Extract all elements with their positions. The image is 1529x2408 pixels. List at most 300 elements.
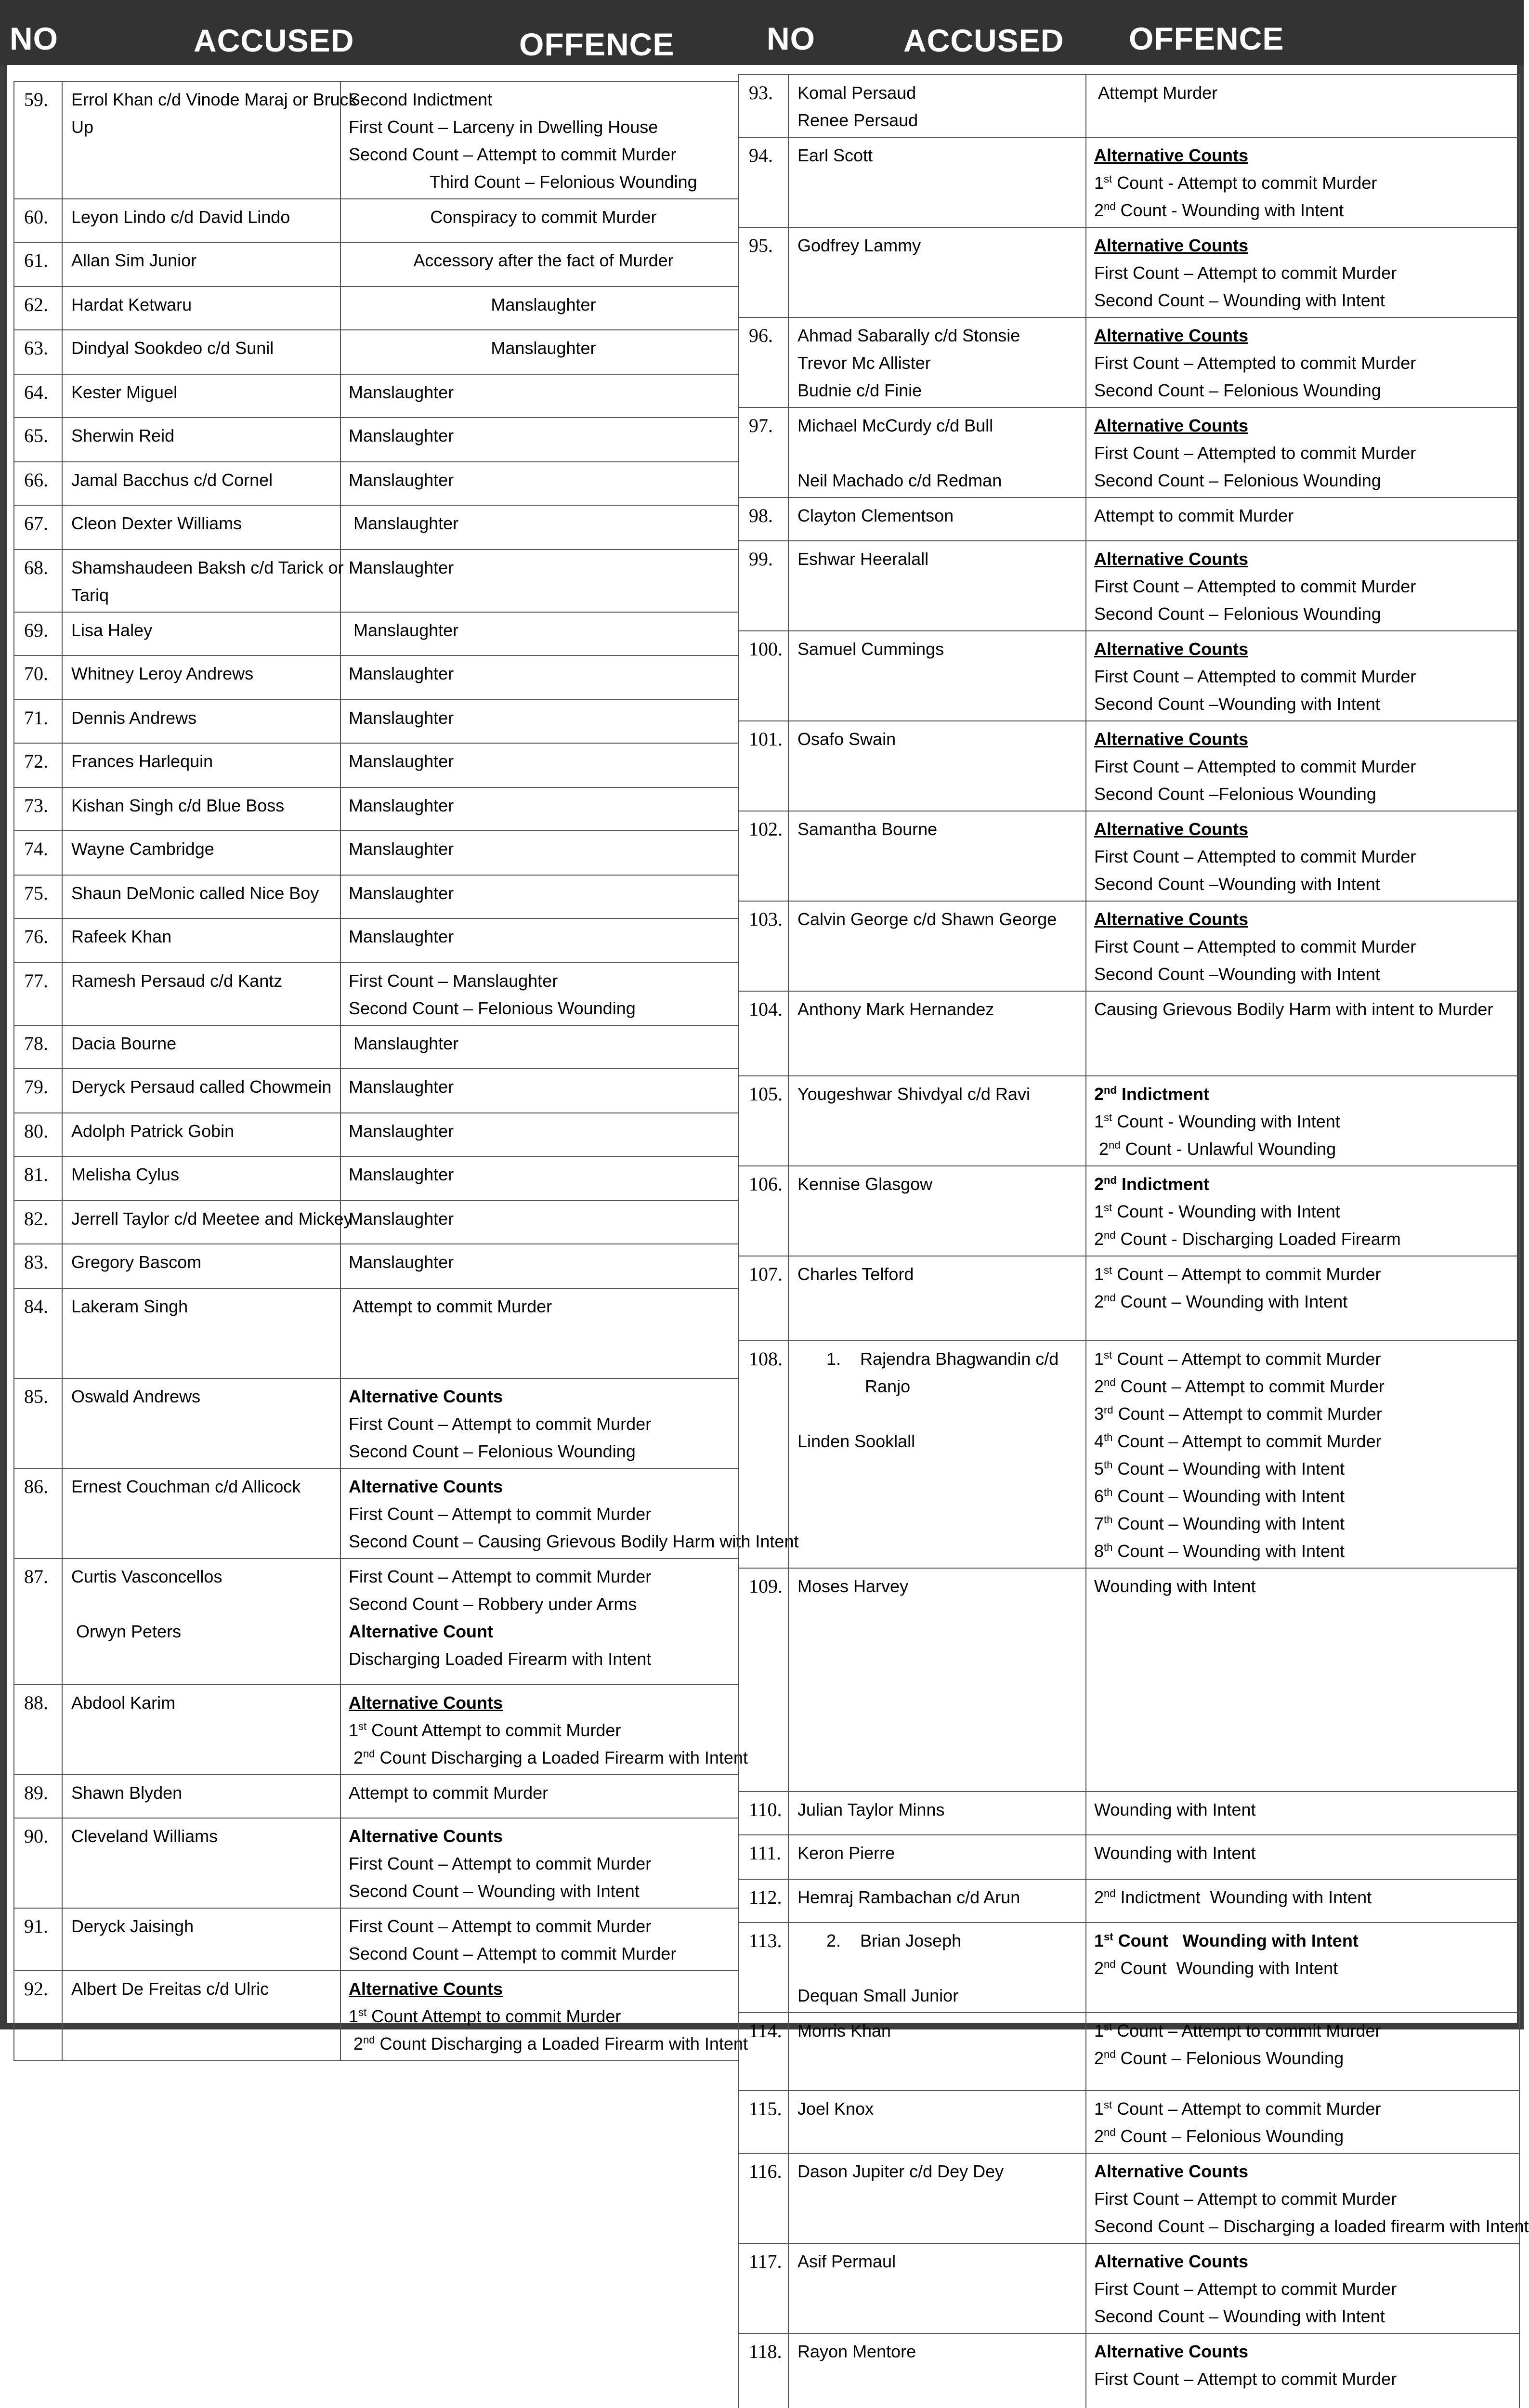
offence-line: Alternative Counts <box>349 1387 503 1406</box>
offence-line: Wounding with Intent <box>1094 1800 1256 1819</box>
accused-name: Linden Sooklall <box>797 1431 915 1451</box>
offence-line: 4th Count – Attempt to commit Murder <box>1094 1431 1382 1451</box>
offence-cell <box>340 462 739 505</box>
table-row <box>739 631 1519 721</box>
case-number: 64. <box>14 374 62 418</box>
accused-name: Whitney Leroy Andrews <box>71 664 254 683</box>
offence-line: Second Count – Attempt to commit Murder <box>349 1944 677 1963</box>
offence-cell <box>340 1288 739 1378</box>
case-number: 108. <box>739 1341 788 1568</box>
accused-name: Shaun DeMonic called Nice Boy <box>71 883 319 903</box>
case-number: 115. <box>739 2091 788 2153</box>
case-number: 110. <box>739 1792 788 1835</box>
offence-line: Alternative Counts <box>1094 2251 1249 2271</box>
offence-line: Second Count – Causing Grievous Bodily Harm with Intent <box>349 1531 799 1551</box>
offence-cell <box>340 505 739 550</box>
offence-line: Accessory after the fact of Murder <box>413 250 674 270</box>
offence-line: Second Count – Discharging a loaded firearm with Intent <box>1094 2216 1529 2236</box>
table-row <box>14 743 739 787</box>
right-accused-header: ACCUSED <box>903 23 1064 58</box>
table-row <box>739 137 1519 227</box>
offence-cell <box>340 1025 739 1069</box>
case-number: 75. <box>14 875 62 918</box>
offence-cell <box>340 242 739 287</box>
offence-line: Alternative Counts <box>1094 416 1249 435</box>
offence-line: 2nd Indictment <box>1094 1084 1209 1104</box>
offence-line: Second Count – Attempt to commit Murder <box>349 144 677 164</box>
table-row <box>14 612 739 655</box>
offence-line: Alternative Counts <box>349 1477 503 1496</box>
offence-line: 1st Count – Attempt to commit Murder <box>1094 2099 1381 2119</box>
accused-cell <box>788 1835 1086 1879</box>
offence-line: Manslaughter <box>349 1077 454 1097</box>
offence-line: Alternative Counts <box>349 1826 503 1846</box>
table-row <box>739 721 1519 811</box>
offence-cell <box>340 1908 739 1971</box>
table-row <box>14 1156 739 1201</box>
table-row <box>739 75 1519 137</box>
accused-cell <box>788 407 1086 497</box>
offence-line: 1st Count Wounding with Intent <box>1094 1931 1359 1950</box>
offence-line: Alternative Counts <box>1094 145 1249 165</box>
accused-cell <box>62 1775 340 1818</box>
accused-name <box>71 1590 340 1618</box>
table-row <box>14 330 739 374</box>
accused-name: Jerrell Taylor c/d Meetee and Mickey <box>71 1209 353 1229</box>
case-number: 85. <box>14 1378 62 1468</box>
case-number: 89. <box>14 1775 62 1818</box>
accused-cell <box>62 1156 340 1201</box>
offence-cell <box>1086 137 1519 227</box>
accused-name: Jamal Bacchus c/d Cornel <box>71 470 273 490</box>
table-row <box>14 655 739 700</box>
offence-cell <box>1086 991 1519 1076</box>
accused-cell <box>788 2091 1086 2153</box>
table-row <box>14 1468 739 1558</box>
case-number: 73. <box>14 787 62 831</box>
accused-cell <box>788 541 1086 631</box>
offence-line: 1st Count - Wounding with Intent <box>1094 1112 1340 1131</box>
accused-name: 2. Brian Joseph <box>797 1931 962 1950</box>
offence-cell <box>1086 1341 1519 1568</box>
accused-name: Shawn Blyden <box>71 1783 183 1803</box>
accused-name: Michael McCurdy c/d Bull <box>797 416 993 435</box>
table-row <box>739 1792 1519 1835</box>
case-number: 94. <box>739 137 788 227</box>
accused-name: Deryck Jaisingh <box>71 1916 194 1936</box>
accused-name: Ernest Couchman c/d Allicock <box>71 1477 301 1496</box>
offence-line: First Count – Attempt to commit Murder <box>1094 263 1397 283</box>
case-number: 91. <box>14 1908 62 1971</box>
offence-cell <box>340 1156 739 1201</box>
table-row <box>14 374 739 418</box>
table-row <box>14 81 739 199</box>
offence-line: Second Count – Felonious Wounding <box>1094 471 1381 490</box>
offence-line: 2nd Count Wounding with Intent <box>1094 1958 1338 1978</box>
offence-cell <box>340 655 739 700</box>
accused-name <box>797 1400 1085 1427</box>
offence-line: 1st Count – Attempt to commit Murder <box>1094 2021 1381 2041</box>
case-number: 77. <box>14 963 62 1025</box>
accused-cell <box>788 1923 1086 2013</box>
offence-line: 2nd Count – Attempt to commit Murder <box>1094 1376 1385 1396</box>
accused-name: Rafeek Khan <box>71 927 172 946</box>
case-number: 63. <box>14 330 62 374</box>
offence-line: Second Count –Felonious Wounding <box>1094 784 1376 804</box>
offence-line: 1st Count - Attempt to commit Murder <box>1094 173 1377 193</box>
accused-name: Dacia Bourne <box>71 1034 177 1053</box>
table-row <box>14 918 739 963</box>
offence-line: Attempt to commit Murder <box>1094 506 1294 525</box>
accused-cell <box>788 75 1086 137</box>
offence-cell <box>340 1971 748 2061</box>
accused-name: Deryck Persaud called Chowmein <box>71 1077 332 1097</box>
accused-name: Samuel Cummings <box>797 639 944 659</box>
offence-line: Alternative Count <box>349 1622 494 1641</box>
offence-cell <box>1086 407 1519 497</box>
accused-name: Joel Knox <box>797 2099 874 2119</box>
offence-line: Attempt to commit Murder <box>349 1783 549 1803</box>
table-row <box>739 1341 1519 1568</box>
offence-line: Attempt to commit Murder <box>349 1296 552 1316</box>
table-row <box>739 2013 1519 2091</box>
accused-name: Komal Persaud <box>797 83 916 103</box>
offence-line: Manslaughter <box>349 1121 454 1141</box>
offence-line: Alternative Counts <box>1094 2161 1249 2181</box>
accused-name: Osafo Swain <box>797 729 896 749</box>
offence-line: First Count – Attempt to commit Murder <box>1094 2369 1397 2389</box>
offence-cell <box>340 787 739 831</box>
case-number: 78. <box>14 1025 62 1069</box>
offence-cell <box>1086 1166 1519 1256</box>
offence-line: 2nd Count Discharging a Loaded Firearm with Intent <box>349 2034 748 2054</box>
accused-cell <box>62 963 340 1025</box>
table-row <box>739 2333 1519 2408</box>
offence-line: Manslaughter <box>349 796 454 815</box>
offence-line: Wounding with Intent <box>1094 1576 1256 1596</box>
case-number: 102. <box>739 811 788 901</box>
case-number: 71. <box>14 700 62 743</box>
accused-cell <box>62 612 340 655</box>
offence-line: 2nd Indictment Wounding with Intent <box>1094 1887 1372 1907</box>
accused-name: Dequan Small Junior <box>797 1986 959 2005</box>
offence-cell <box>340 875 739 918</box>
case-number: 80. <box>14 1113 62 1156</box>
offence-cell <box>340 81 739 199</box>
accused-name: Calvin George c/d Shawn George <box>797 909 1057 929</box>
accused-cell <box>62 743 340 787</box>
case-number: 62. <box>14 287 62 330</box>
case-number: 82. <box>14 1201 62 1244</box>
accused-cell <box>62 1025 340 1069</box>
case-number: 118. <box>739 2333 788 2408</box>
accused-name: Sherwin Reid <box>71 426 175 445</box>
accused-cell <box>788 2013 1086 2091</box>
accused-name: Frances Harlequin <box>71 751 213 771</box>
offence-cell <box>1086 2013 1519 2091</box>
case-number: 70. <box>14 655 62 700</box>
offence-line: 7th Count – Wounding with Intent <box>1094 1514 1345 1533</box>
accused-cell <box>788 2153 1086 2243</box>
offence-line: First Count – Attempt to commit Murder <box>1094 2189 1397 2209</box>
case-number: 116. <box>739 2153 788 2243</box>
accused-name: Oswald Andrews <box>71 1387 201 1406</box>
offence-cell <box>340 1775 739 1818</box>
table-row <box>14 1685 739 1775</box>
offence-line: 6th Count – Wounding with Intent <box>1094 1486 1345 1506</box>
case-number: 98. <box>739 497 788 541</box>
offence-line: Second Count –Wounding with Intent <box>1094 874 1380 894</box>
accused-cell <box>62 1558 340 1685</box>
offence-line: Manslaughter <box>491 338 596 358</box>
accused-cell <box>788 991 1086 1076</box>
offence-line: Alternative Counts <box>1094 909 1249 929</box>
accused-cell <box>62 1113 340 1156</box>
accused-name: Moses Harvey <box>797 1576 909 1596</box>
offence-line: Manslaughter <box>491 295 596 314</box>
offence-line: Manslaughter <box>349 558 454 577</box>
accused-name: Ramesh Persaud c/d Kantz <box>71 971 283 991</box>
accused-name: Ahmad Sabarally c/d Stonsie <box>797 326 1020 345</box>
accused-cell <box>788 631 1086 721</box>
table-row <box>14 875 739 918</box>
accused-cell <box>62 374 340 418</box>
offence-line: Second Count – Felonious Wounding <box>349 1441 636 1461</box>
table-row <box>739 1879 1519 1923</box>
table-row <box>739 1256 1519 1341</box>
offence-line: 2nd Count - Unlawful Wounding <box>1094 1139 1336 1159</box>
offence-line: Discharging Loaded Firearm with Intent <box>349 1649 652 1669</box>
case-number: 61. <box>14 242 62 287</box>
offence-line: Manslaughter <box>349 1165 454 1184</box>
case-number: 113. <box>739 1923 788 2013</box>
accused-cell <box>788 811 1086 901</box>
table-row <box>14 505 739 550</box>
accused-name: Up <box>71 117 94 137</box>
accused-cell <box>62 1288 340 1378</box>
offence-cell <box>340 330 739 374</box>
offence-line: 1st Count Attempt to commit Murder <box>349 1720 621 1740</box>
case-number: 93. <box>739 75 788 137</box>
table-row <box>739 991 1519 1076</box>
case-number: 74. <box>14 831 62 875</box>
case-number: 67. <box>14 505 62 550</box>
table-row <box>14 199 739 242</box>
table-row <box>14 1113 739 1156</box>
case-number: 83. <box>14 1244 62 1288</box>
offence-line: Manslaughter <box>349 708 454 728</box>
offence-cell <box>340 199 739 242</box>
table-row <box>14 1775 739 1818</box>
offence-line: Manslaughter <box>349 1034 459 1053</box>
offence-line: First Count – Attempted to commit Murder <box>1094 937 1416 956</box>
offence-line: Alternative Counts <box>349 1979 503 1999</box>
accused-name: Eshwar Heeralall <box>797 549 929 569</box>
accused-name: Anthony Mark Hernandez <box>797 999 994 1019</box>
accused-cell <box>62 505 340 550</box>
accused-cell <box>62 700 340 743</box>
table-row <box>739 2153 1519 2243</box>
accused-cell <box>62 199 340 242</box>
offence-line: Second Count – Felonious Wounding <box>1094 380 1381 400</box>
table-row <box>739 1568 1519 1792</box>
offence-cell <box>340 1685 748 1775</box>
accused-cell <box>62 787 340 831</box>
offence-line: Second Count – Felonious Wounding <box>349 998 636 1018</box>
offence-line: Alternative Counts <box>349 1693 503 1713</box>
accused-name: Albert De Freitas c/d Ulric <box>71 1979 269 1999</box>
table-row <box>739 811 1519 901</box>
offence-cell <box>1086 1879 1519 1923</box>
case-number: 111. <box>739 1835 788 1879</box>
accused-name: 1. Rajendra Bhagwandin c/d <box>797 1349 1059 1369</box>
offence-line: 1st Count – Attempt to commit Murder <box>1094 1264 1381 1284</box>
offence-cell <box>340 1069 739 1113</box>
table-row <box>14 550 739 612</box>
accused-cell <box>62 1244 340 1288</box>
accused-name: Keron Pierre <box>797 1843 895 1863</box>
offence-cell <box>1086 1792 1519 1835</box>
offence-cell <box>340 287 739 330</box>
offence-line: Alternative Counts <box>1094 819 1249 839</box>
accused-cell <box>62 287 340 330</box>
accused-name: Allan Sim Junior <box>71 250 197 270</box>
offence-line: First Count – Attempt to commit Murder <box>1094 2279 1397 2299</box>
accused-cell <box>788 1792 1086 1835</box>
table-row <box>739 1835 1519 1879</box>
accused-name: Renee Persaud <box>797 110 918 130</box>
header-bar <box>0 0 1524 65</box>
accused-cell <box>788 721 1086 811</box>
case-number: 106. <box>739 1166 788 1256</box>
case-number: 90. <box>14 1818 62 1908</box>
offence-line: 2nd Count – Felonious Wounding <box>1094 2126 1344 2146</box>
table-row <box>14 1025 739 1069</box>
accused-name: Budnie c/d Finie <box>797 380 922 400</box>
offence-cell <box>1086 1835 1519 1879</box>
offence-line: Second Indictment <box>349 90 493 109</box>
case-number: 79. <box>14 1069 62 1113</box>
offence-line: First Count – Attempted to commit Murder <box>1094 847 1416 866</box>
table-row <box>14 1201 739 1244</box>
offence-cell <box>1086 75 1519 137</box>
offence-line: Manslaughter <box>349 751 454 771</box>
case-number: 81. <box>14 1156 62 1201</box>
accused-name: Dennis Andrews <box>71 708 197 728</box>
case-number: 59. <box>14 81 62 199</box>
offence-line: Manslaughter <box>349 927 454 946</box>
accused-cell <box>62 242 340 287</box>
offence-line <box>349 1320 738 1348</box>
accused-name: Kester Miguel <box>71 382 178 402</box>
table-row <box>14 1244 739 1288</box>
offence-line: First Count – Attempt to commit Murder <box>349 1504 652 1524</box>
accused-cell <box>62 831 340 875</box>
accused-name: Yougeshwar Shivdyal c/d Ravi <box>797 1084 1030 1104</box>
offence-cell <box>340 918 739 963</box>
accused-cell <box>62 330 340 374</box>
accused-cell <box>62 1908 340 1971</box>
table-row <box>14 1558 739 1685</box>
accused-cell <box>62 418 340 462</box>
offence-cell <box>340 418 739 462</box>
accused-name: Earl Scott <box>797 145 873 165</box>
offence-line: 3rd Count – Attempt to commit Murder <box>1094 1404 1382 1424</box>
accused-name <box>797 439 1085 467</box>
case-number: 87. <box>14 1558 62 1685</box>
table-row <box>14 1069 739 1113</box>
accused-name: Wayne Cambridge <box>71 839 214 859</box>
table-row <box>14 242 739 287</box>
case-number: 92. <box>14 1971 62 2061</box>
table-row <box>14 787 739 831</box>
offence-line: Manslaughter <box>349 1252 454 1272</box>
accused-name: Clayton Clementson <box>797 506 954 525</box>
accused-name: Errol Khan c/d Vinode Maraj or Bruck <box>71 90 357 109</box>
accused-cell <box>788 227 1086 317</box>
case-number: 68. <box>14 550 62 612</box>
table-row <box>739 317 1519 407</box>
offence-cell <box>340 1378 739 1468</box>
accused-name: Charles Telford <box>797 1264 914 1284</box>
offence-cell <box>1086 2091 1519 2153</box>
offence-line: Manslaughter <box>349 883 454 903</box>
accused-name: Godfrey Lammy <box>797 236 921 255</box>
accused-name: Kishan Singh c/d Blue Boss <box>71 796 285 815</box>
accused-name: Hemraj Rambachan c/d Arun <box>797 1887 1020 1907</box>
offence-line: First Count – Attempt to commit Murder <box>349 1567 652 1586</box>
case-number: 65. <box>14 418 62 462</box>
accused-name: Abdool Karim <box>71 1693 176 1713</box>
table-row <box>739 2243 1519 2333</box>
table-row <box>739 1923 1519 2013</box>
accused-name: Cleon Dexter Williams <box>71 513 242 533</box>
case-number: 100. <box>739 631 788 721</box>
accused-cell <box>62 1468 340 1558</box>
offence-cell <box>340 550 739 612</box>
offence-cell <box>340 1113 739 1156</box>
offence-line: Alternative Counts <box>1094 236 1249 255</box>
offence-line: 1st Count – Attempt to commit Murder <box>1094 1349 1381 1369</box>
offence-cell <box>1086 631 1519 721</box>
accused-cell <box>788 317 1086 407</box>
offence-line: 5th Count – Wounding with Intent <box>1094 1459 1345 1479</box>
offence-cell <box>1086 2333 1519 2408</box>
accused-cell <box>62 875 340 918</box>
offence-cell <box>340 1818 739 1908</box>
offence-cell <box>340 612 739 655</box>
accused-name: Morris Khan <box>797 2021 891 2041</box>
table-row <box>14 963 739 1025</box>
accused-cell <box>62 1069 340 1113</box>
accused-name: Julian Taylor Minns <box>797 1800 945 1819</box>
offence-cell <box>1086 227 1519 317</box>
offence-line: Second Count –Wounding with Intent <box>1094 964 1380 984</box>
table-row <box>739 407 1519 497</box>
offence-cell <box>340 1558 739 1685</box>
accused-name: Samantha Bourne <box>797 819 938 839</box>
case-number: 69. <box>14 612 62 655</box>
offence-line: Second Count – Wounding with Intent <box>349 1881 640 1901</box>
offence-line: 1st Count - Wounding with Intent <box>1094 1202 1340 1221</box>
case-number: 88. <box>14 1685 62 1775</box>
accused-cell <box>788 1256 1086 1341</box>
accused-name: Cleveland Williams <box>71 1826 218 1846</box>
offence-cell <box>1086 901 1519 991</box>
accused-name: Adolph Patrick Gobin <box>71 1121 235 1141</box>
offence-line: 2nd Count Discharging a Loaded Firearm with Intent <box>349 1748 748 1767</box>
case-number: 104. <box>739 991 788 1076</box>
